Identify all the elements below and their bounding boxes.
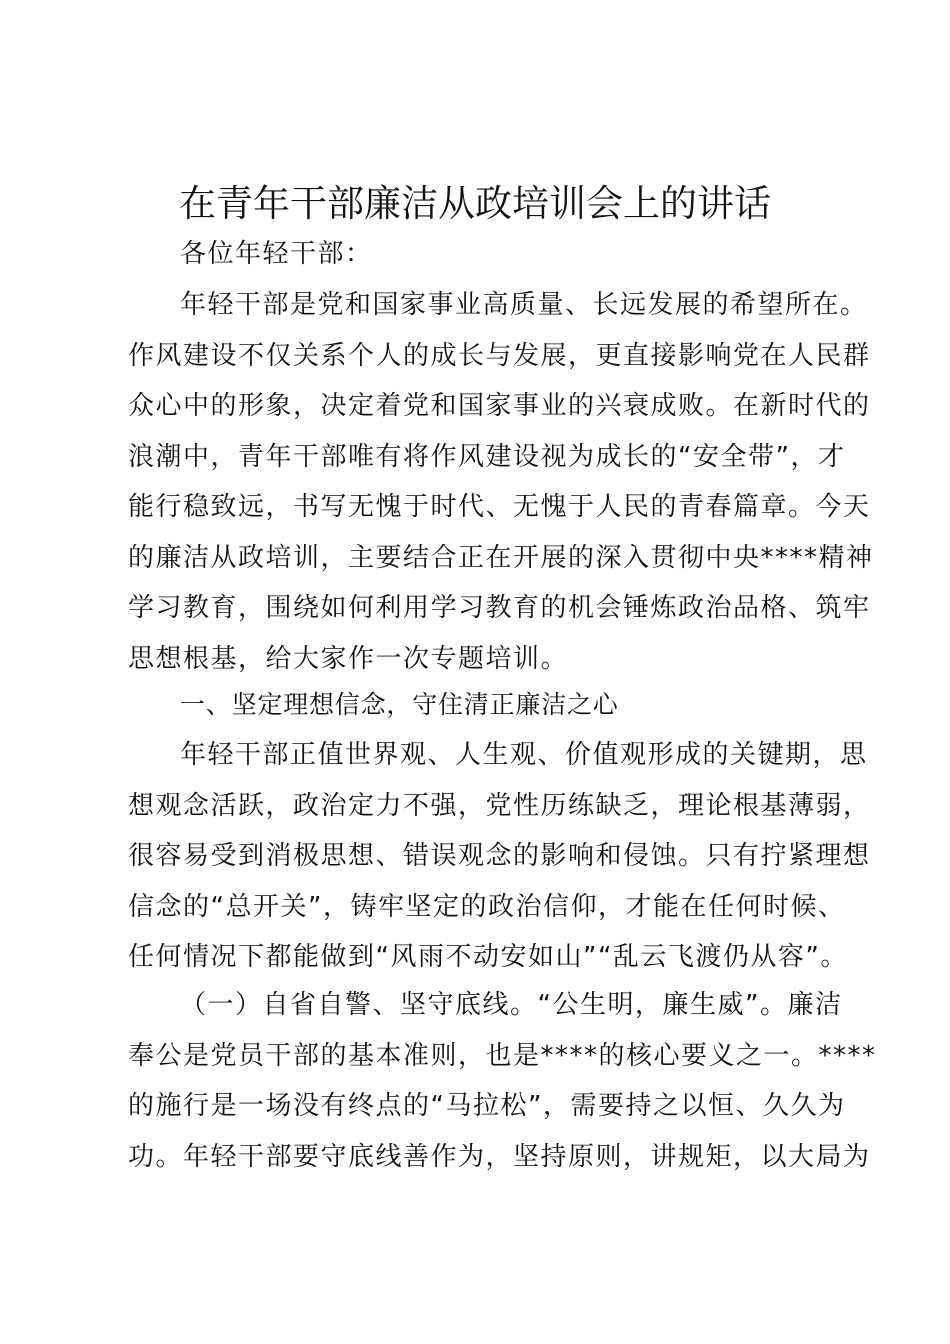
- section-paragraph: [128, 730, 871, 983]
- document-title: 在青年干部廉洁从政培训会上的讲话: [179, 182, 771, 225]
- paragraph-line: 能行稳致远，书写无愧于时代、无愧于人民的青春篇章。今天: [128, 492, 871, 522]
- paragraph-line: 的廉洁从政培训，主要结合正在开展的深入贯彻中央****精神: [128, 542, 874, 573]
- paragraph-line: 很容易受到消极思想、错误观念的影响和侵蚀。只有拧紧理想: [128, 841, 871, 871]
- paragraph-line: 想观念活跃，政治定力不强，党性历练缺乏，理论根基薄弱，: [128, 790, 871, 821]
- section-heading: 一、坚定理想信念，守住清正廉洁之心: [180, 690, 619, 719]
- paragraph-line: 年轻干部正值世界观、人生观、价值观形成的关键期，思: [180, 740, 868, 770]
- paragraph-line: 奉公是党员干部的基本准则，也是****的核心要义之一。****: [128, 1040, 877, 1071]
- paragraph-line: 的施行是一场没有终点的“马拉松”，需要持之以恒、久久为: [128, 1091, 846, 1121]
- paragraph-line: 众心中的形象，决定着党和国家事业的兴衰成败。在新时代的: [128, 391, 871, 421]
- paragraph-line: 年轻干部是党和国家事业高质量、长远发展的希望所在。: [180, 290, 868, 320]
- paragraph-line: 信念的“总开关”，铸牢坚定的政治信仰，才能在任何时候、: [128, 891, 846, 922]
- paragraph-line: 思想根基，给大家作一次专题培训。: [128, 643, 569, 674]
- paragraph-line: 功。年轻干部要守底线善作为，坚持原则，讲规矩，以大局为: [128, 1141, 871, 1172]
- salutation: 各位年轻干部：: [180, 239, 373, 269]
- subsection-paragraph: [128, 980, 877, 1182]
- paragraph-line: 任何情况下都能做到“风雨不动安如山”“乱云飞渡仍从容”。: [128, 942, 848, 972]
- paragraph-line: 学习教育，围绕如何利用学习教育的机会锤炼政治品格、筑牢: [128, 593, 871, 623]
- paragraph-line: 作风建设不仅关系个人的成长与发展，更直接影响党在人民群: [128, 340, 871, 371]
- intro-paragraph: [128, 280, 874, 684]
- paragraph-line: （一）自省自警、坚守底线。“公生明，廉生威”。廉洁: [180, 990, 843, 1020]
- paragraph-line: 浪潮中，青年干部唯有将作风建设视为成长的“安全带”，才: [128, 441, 846, 472]
